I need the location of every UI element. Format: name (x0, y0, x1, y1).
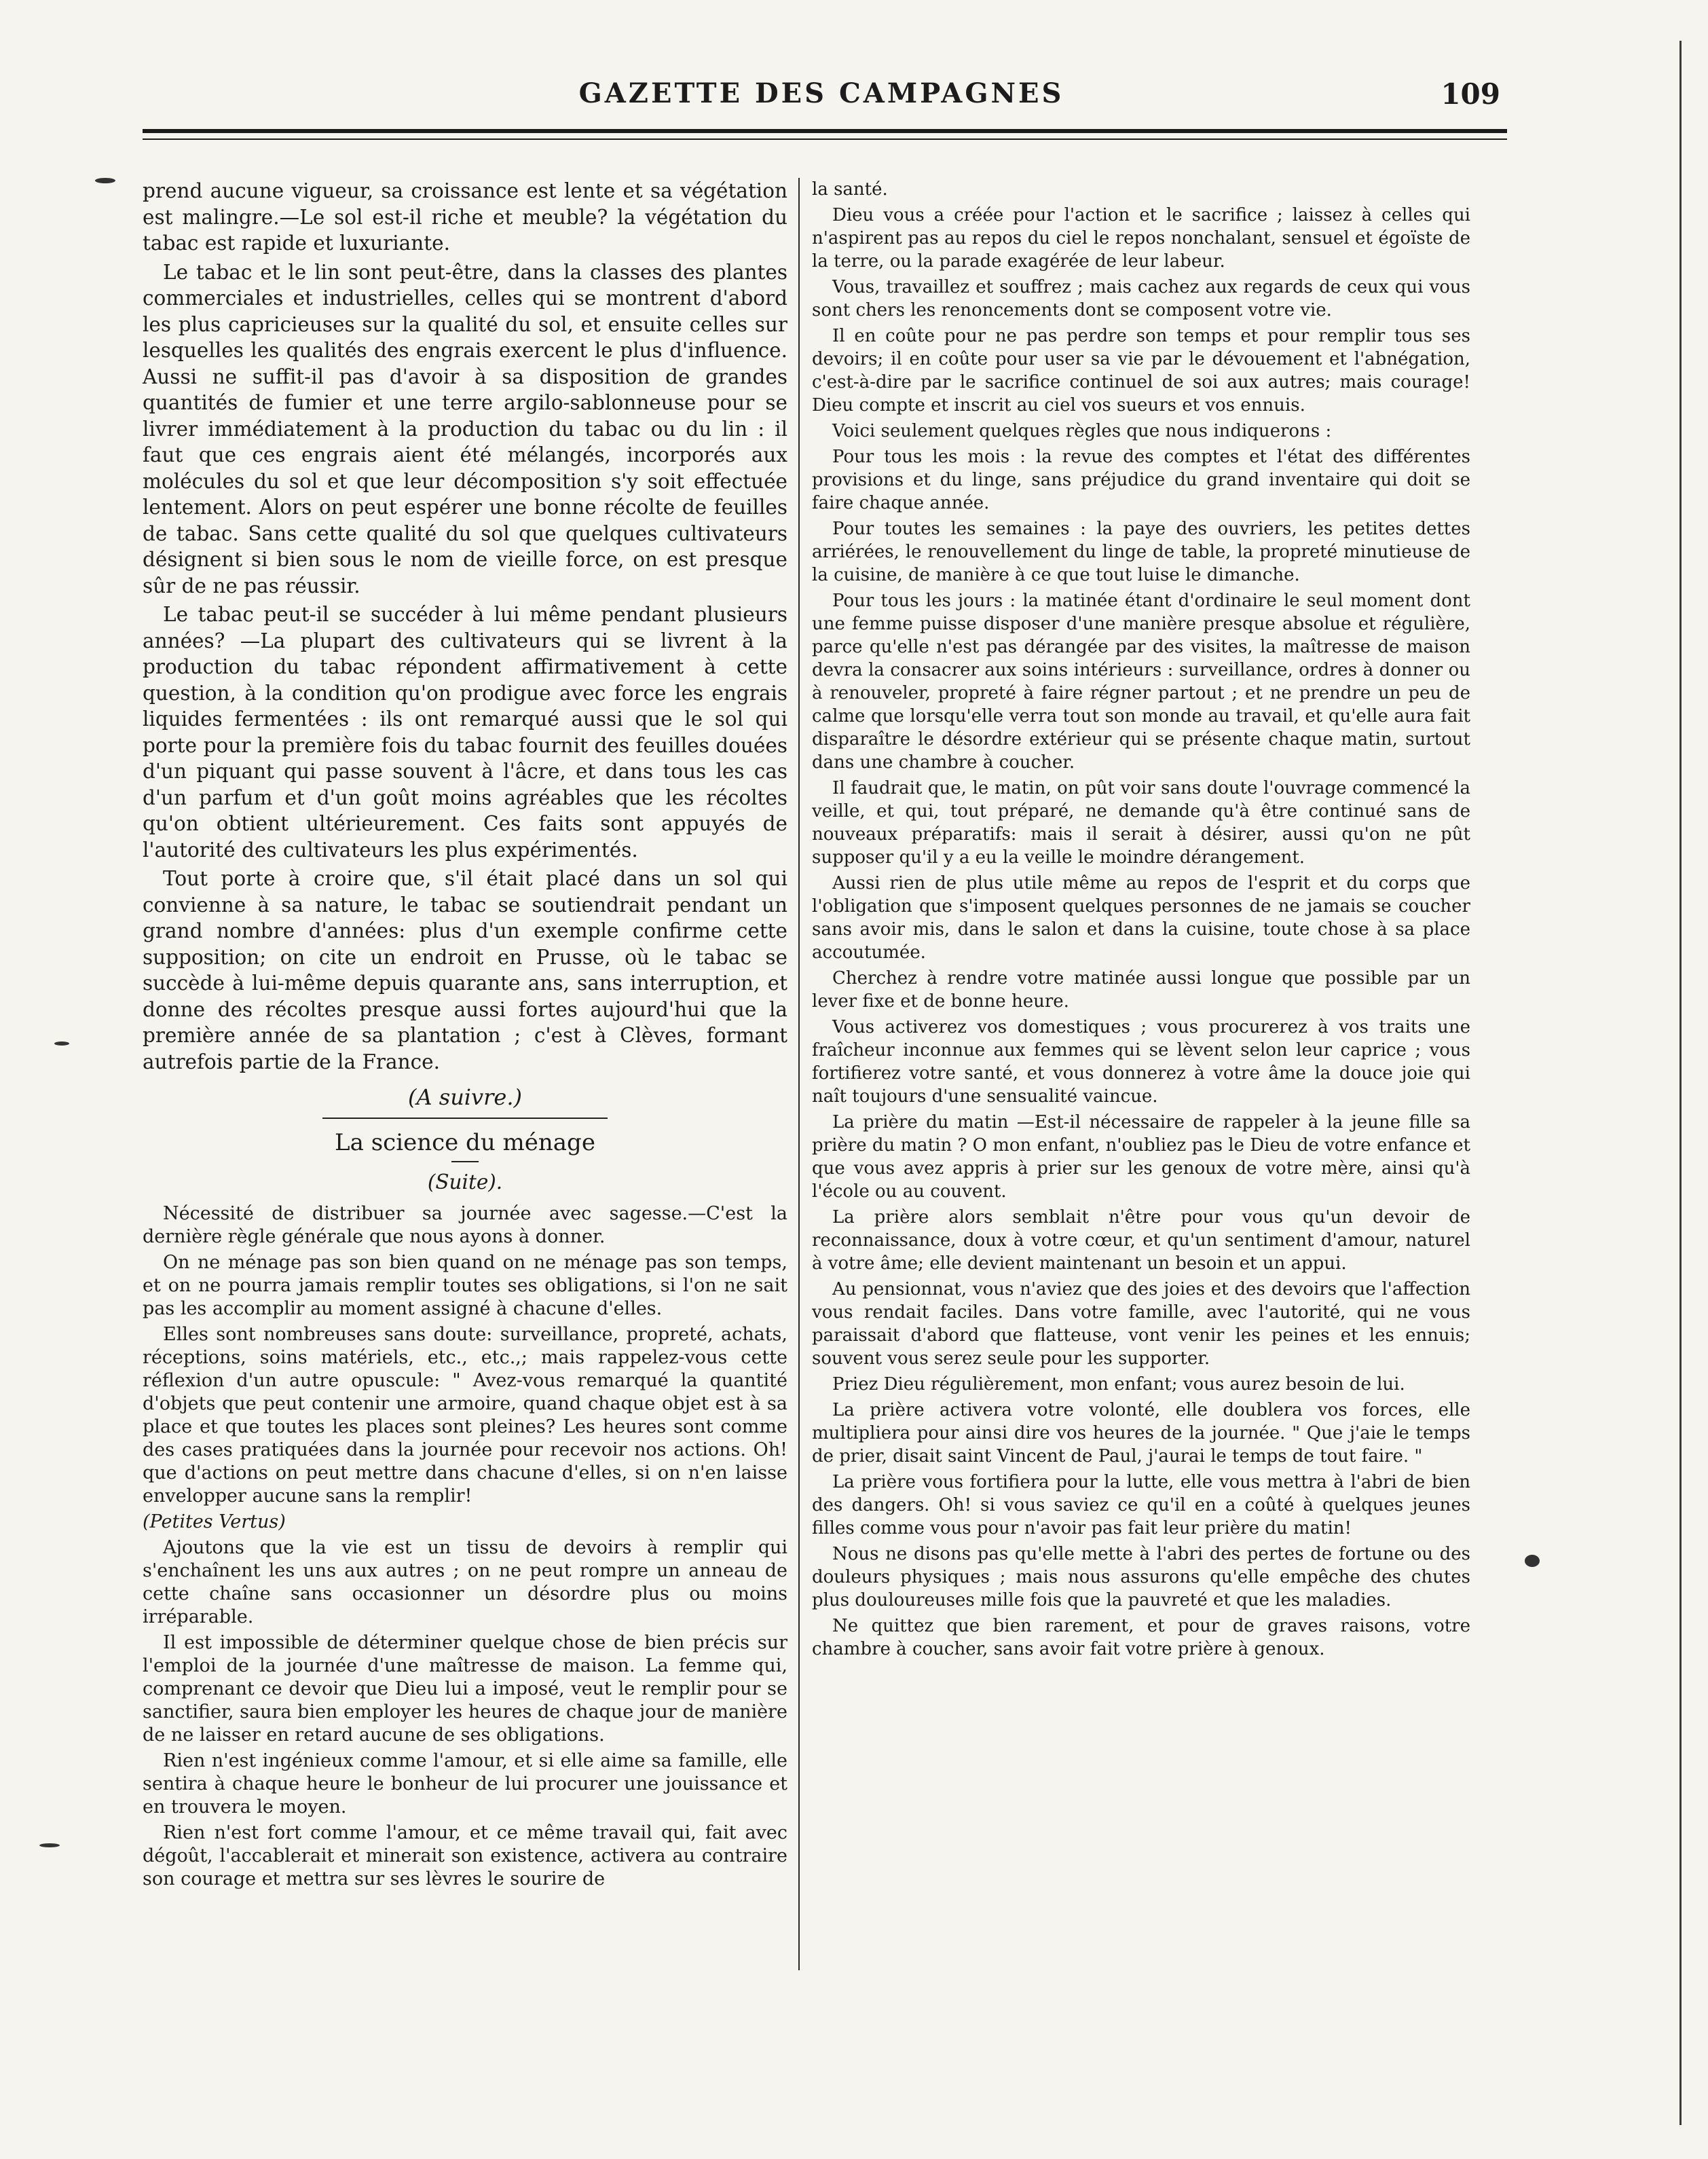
suite-note: (Suite). (427, 1170, 503, 1194)
paragraph: Vous, travaillez et souffrez ; mais cachez aux regards de ceux qui vous sont chers les renoncements dont se composent votre vie. (812, 277, 1470, 320)
paragraph: La prière du matin —Est-il nécessaire de rappeler à la jeune fille sa prière du matin ? O mon enfant, n'oubliez pas le Dieu de votre enfance et que vous avez appris à prier sur les genoux de votre mère, ainsi qu'à l'école ou au couvent. (812, 1112, 1470, 1202)
paragraph: On ne ménage pas son bien quand on ne ménage pas son temps, et on ne pourra jamais remplir toutes ses obligations, si l'on ne sait pas les accomplir au moment assigné à chacune d'elles. (143, 1251, 787, 1319)
paragraph: la santé. (812, 179, 888, 200)
paragraph: Il est impossible de déterminer quelque chose de bien précis sur l'emploi de la journée d'une maîtresse de maison. La femme qui, comprenant ce devoir que Dieu lui a imposé, veut le remplir pour se sanctifier, saura bien employer les heures de chaque jour de manière de ne laisser en retard aucune de ses obligations. (143, 1631, 787, 1746)
paragraph: Il faudrait que, le matin, on pût voir sans doute l'ouvrage commencé la veille, et qui, tout préparé, ne demande qu'à être continué sans de nouveaux préparatifs: mais il serait à désirer, aussi qu'on ne pût supposer qu'il y a eu la veille le moindre dérangement. (812, 778, 1470, 868)
paragraph: Rien n'est fort comme l'amour, et ce même travail qui, fait avec dégoût, l'accablerait et minerait son existence, activera au contraire son courage et mettra sur ses lèvres le sourire de (143, 1822, 787, 1889)
ink-speck (39, 1843, 60, 1847)
left-column (143, 178, 787, 1894)
paragraph: prend aucune vigueur, sa croissance est lente et sa végétation est malingre.—Le sol est-il riche et meuble? la végétation du tabac est rapide et luxuriante. (143, 179, 787, 255)
paragraph: Priez Dieu régulièrement, mon enfant; vous aurez besoin de lui. (832, 1374, 1405, 1395)
short-separator (451, 1161, 479, 1162)
header-rule-thick (143, 129, 1507, 133)
paragraph: Ajoutons que la vie est un tissu de devoirs à remplir qui s'enchaînent les uns aux autres ; on ne peut rompre un anneau de cette chaîne sans occasionner un désordre plus ou moins irréparable. (143, 1536, 787, 1627)
paragraph: La prière alors semblait n'être pour vous qu'un devoir de reconnaissance, doux à votre cœur, et qu'un sentiment d'amour, naturel à votre âme; elle devient maintenant un besoin et un appui. (812, 1207, 1470, 1274)
paragraph: Dieu vous a créée pour l'action et le sacrifice ; laissez à celles qui n'aspirent pas au repos du ciel le repos nonchalant, sensuel et égoïste de la terre, ou la parade exagérée de leur labeur. (812, 205, 1470, 272)
paragraph: Le tabac et le lin sont peut-être, dans la classes des plantes commerciales et industrielles, celles qui se montrent d'abord les plus capricieuses sur la qualité du sol, et ensuite celles sur lesquelles les qualités des engrais exercent le plus d'influence. Aussi ne suffit-il pas d'avoir à sa disposition de grandes quantités de fumier et une terre argilo-sablonneuse pour se livrer immédiatement à la production du tabac ou du lin : il faut que ces engrais aient été mélangés, incorporés aux molécules du sol et que leur décomposition s'y soit effectuée lentement. Alors on peut espérer une bonne récolte de feuilles de tabac. Sans cette qualité du sol que quelques cultivateurs désignent si bien sous le nom de vieille force, on est presque sûr de ne pas réussir. (143, 260, 787, 597)
ink-speck (1525, 1555, 1540, 1567)
paragraph: Pour tous les jours : la matinée étant d'ordinaire le seul moment dont une femme puisse disposer d'une manière presque absolue et régulière, parce qu'elle n'est pas dérangée par des visites, la maîtresse de maison devra la consacrer aux soins intérieurs : surveillance, ordres à donner ou à renouveler, propreté à faire régner partout ; et ne prendre un peu de calme que lorsqu'elle verra tout son monde au travail, et qu'elle aura fait disparaître le désordre extérieur qui se présente chaque matin, surtout dans une chambre à coucher. (812, 591, 1470, 773)
attribution: (Petites Vertus) (143, 1511, 286, 1532)
page-edge-border (1679, 41, 1682, 2125)
paragraph: Vous activerez vos domestiques ; vous procurerez à vos traits une fraîcheur inconnue aux femmes qui se lèvent selon leur caprice ; vous fortifierez votre santé, et vous donnerez à votre âme la douce joie qui naît toujours d'une sensualité vaincue. (812, 1017, 1470, 1107)
paragraph: Pour toutes les semaines : la paye des ouvriers, les petites dettes arriérées, le renouvellement du linge de table, la propreté minutieuse de la cuisine, de manière à ce que tout luise le dimanche. (812, 519, 1470, 585)
paragraph: Tout porte à croire que, s'il était placé dans un sol qui convienne à sa nature, le tabac se soutiendrait pendant un grand nombre d'années: plus d'un exemple confirme cette supposition; on cite un endroit en Prusse, où le tabac se succède à lui-même depuis quarante ans, sans interruption, et donne des récoltes presque aussi fortes aujourd'hui que la première année de sa plantation ; c'est à Clèves, formant autrefois partie de la France. (143, 867, 787, 1073)
paragraph: Nécessité de distribuer sa journée avec sagesse.—C'est la dernière règle générale que nous ayons à donner. (143, 1202, 787, 1247)
paragraph: Elles sont nombreuses sans doute: surveillance, propreté, achats, réceptions, soins matériels, etc., etc.,; mais rappelez-vous cette réflexion d'un autre opuscule: " Avez-vous remarqué la quantité d'objets que peut contenir une armoire, quand chaque objet est à sa place et que toutes les places sont pleines? Les heures sont comme des cases pratiquées dans la journée pour recevoir nos actions. Oh! que d'actions on peut mettre dans chacune d'elles, si on n'en laisse envelopper aucune sans la remplir! (143, 1323, 787, 1507)
paragraph: Pour tous les mois : la revue des comptes et l'état des différentes provisions et du linge, sans préjudice du grand inventaire qui doit se faire chaque année. (812, 447, 1470, 513)
section-separator (322, 1118, 608, 1119)
paragraph: Rien n'est ingénieux comme l'amour, et si elle aime sa famille, elle sentira à chaque heure le bonheur de lui procurer une jouissance et en trouvera le moyen. (143, 1750, 787, 1817)
a-suivre-note: (A suivre.) (408, 1084, 522, 1110)
page-header (143, 75, 1500, 122)
page-number: 109 (1441, 77, 1500, 111)
ink-speck (54, 1041, 69, 1046)
paragraph: Nous ne disons pas qu'elle mette à l'abri des pertes de fortune ou des douleurs physiques ; mais nous assurons qu'elle empêche des chutes plus douloureuses mille fois que la pauvreté et que les maladies. (812, 1544, 1470, 1610)
menage-article (143, 1202, 787, 1891)
paragraph: Au pensionnat, vous n'aviez que des joies et des devoirs que l'affection vous rendait faciles. Dans votre famille, avec l'autorité, qui ne vous paraissait d'abord que flatteuse, vont venir les peines et les ennuis; souvent vous serez seule pour les supporter. (812, 1279, 1470, 1369)
paragraph: La prière vous fortifiera pour la lutte, elle vous mettra à l'abri de bien des dangers. Oh! si vous saviez ce qu'il en a coûté à quelques jeunes filles comme vous pour n'avoir pas fait leur prière du matin! (812, 1472, 1470, 1538)
paragraph: Ne quittez que bien rarement, et pour de graves raisons, votre chambre à coucher, sans avoir fait votre prière à genoux. (812, 1616, 1470, 1659)
right-column (812, 178, 1470, 1663)
paragraph: Cherchez à rendre votre matinée aussi longue que possible par un lever fixe et de bonne heure. (812, 968, 1470, 1012)
section-title: La science du ménage (335, 1128, 595, 1156)
paragraph: Aussi rien de plus utile même au repos de l'esprit et du corps que l'obligation que s'imposent quelques personnes de ne jamais se coucher sans avoir mis, dans le salon et dans la cuisine, toute chose à sa place accoutumée. (812, 873, 1470, 963)
paragraph: Il en coûte pour ne pas perdre son temps et pour remplir tous ses devoirs; il en coûte pour user sa vie par le dévouement et l'abnégation, c'est-à-dire par le sacrifice continuel de soi aux autres; mais courage! Dieu compte et inscrit au ciel vos sueurs et vos ennuis. (812, 326, 1470, 416)
column-divider (798, 178, 800, 1970)
paragraph: Le tabac peut-il se succéder à lui même pendant plusieurs années? —La plupart des cultivateurs qui se livrent à la production du tabac répondent affirmativement à cette question, à la condition qu'on prodigue avec force les engrais liquides fermentées : ils ont remarqué aussi que le sol qui porte pour la première fois du tabac fournit des feuilles douées d'un piquant qui passe souvent à l'âcre, et dans tous les cas d'un parfum et d'un goût moins agréables que les récoltes qu'on obtient ultérieurement. Ces faits sont appuyés de l'autorité des cultivateurs les plus expérimentés. (143, 603, 787, 862)
ink-speck (95, 178, 115, 183)
paragraph: La prière activera votre volonté, elle doublera vos forces, elle multipliera pour ainsi dire vos heures de la journée. " Que j'aie le temps de prier, disait saint Vincent de Paul, j'aurai le temps de tout faire. " (812, 1400, 1470, 1466)
paragraph: Voici seulement quelques règles que nous indiquerons : (832, 421, 1332, 441)
header-rule-thin (143, 139, 1507, 140)
masthead-title: GAZETTE DES CAMPAGNES (578, 77, 1064, 109)
